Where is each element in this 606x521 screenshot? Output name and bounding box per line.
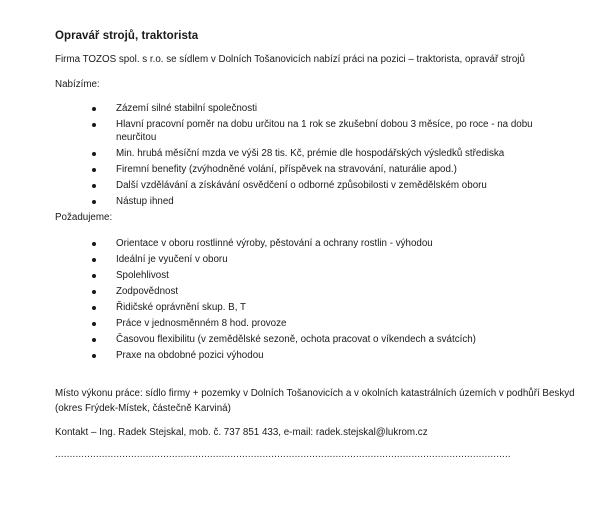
list-item: Řidičské oprávnění skup. B, T	[0, 301, 546, 314]
list-item: Min. hrubá měsíční mzda ve výši 28 tis. Kč, prémie dle hospodářských výsledků střediska	[0, 147, 546, 160]
bullet-icon	[92, 184, 96, 188]
offer-list	[0, 102, 546, 211]
list-item: Hlavní pracovní poměr na dobu určitou na 1 rok se zkušební dobou 3 měsíce, po roce - na dobu neurčitou	[0, 118, 546, 144]
bullet-icon	[92, 338, 96, 342]
list-item: Další vzdělávání a získávání osvědčení o odborné způsobilosti v zemědělském oboru	[0, 179, 546, 192]
bullet-icon	[92, 168, 96, 172]
requirements-list	[0, 237, 546, 365]
list-item: Orientace v oboru rostlinné výroby, pěstování a ochrany rostlin - výhodou	[0, 237, 546, 250]
bullet-icon	[92, 242, 96, 246]
list-item: Ideální je vyučení v oboru	[0, 253, 546, 266]
list-item: Zodpovědnost	[0, 285, 546, 298]
contact-text: Kontakt – Ing. Radek Stejskal, mob. č. 737 851 433, e-mail: radek.stejskal@lukrom.cz	[55, 427, 428, 438]
bullet-icon	[92, 200, 96, 204]
bullet-icon	[92, 152, 96, 156]
work-location-text: Místo výkonu práce: sídlo firmy + pozemky v Dolních Tošanovicích a v okolních katastrálních územích v podhůří Beskyd (okres Frýdek-Místek, částečně Karviná)	[55, 388, 575, 414]
bullet-icon	[92, 274, 96, 278]
intro-text: Firma TOZOS spol. s r.o. se sídlem v Dolních Tošanovicích nabízí práci na pozici – traktorista, opravář strojů	[55, 54, 525, 65]
bullet-icon	[92, 322, 96, 326]
list-item: Nástup ihned	[0, 195, 546, 208]
requirements-heading: Požadujeme:	[55, 212, 113, 223]
list-item: Zázemí silné stabilní společnosti	[0, 102, 546, 115]
list-item: Práce v jednosměnném 8 hod. provoze	[0, 317, 546, 330]
list-item: Časovou flexibilitu (v zemědělské sezoně, ochota pracovat o víkendech a svátcích)	[0, 333, 546, 346]
bullet-icon	[92, 107, 96, 111]
list-item: Firemní benefity (zvýhodněné volání, příspěvek na stravování, naturálie apod.)	[0, 163, 546, 176]
page-title: Opravář strojů, traktorista	[55, 30, 199, 42]
list-item: Praxe na obdobné pozici výhodou	[0, 349, 546, 362]
bullet-icon	[92, 290, 96, 294]
dotted-separator: ............................................................................................................................................................	[55, 449, 511, 460]
bullet-icon	[92, 123, 96, 127]
bullet-icon	[92, 258, 96, 262]
offer-heading: Nabízíme:	[55, 79, 100, 90]
list-item: Spolehlivost	[0, 269, 546, 282]
bullet-icon	[92, 306, 96, 310]
bullet-icon	[92, 354, 96, 358]
